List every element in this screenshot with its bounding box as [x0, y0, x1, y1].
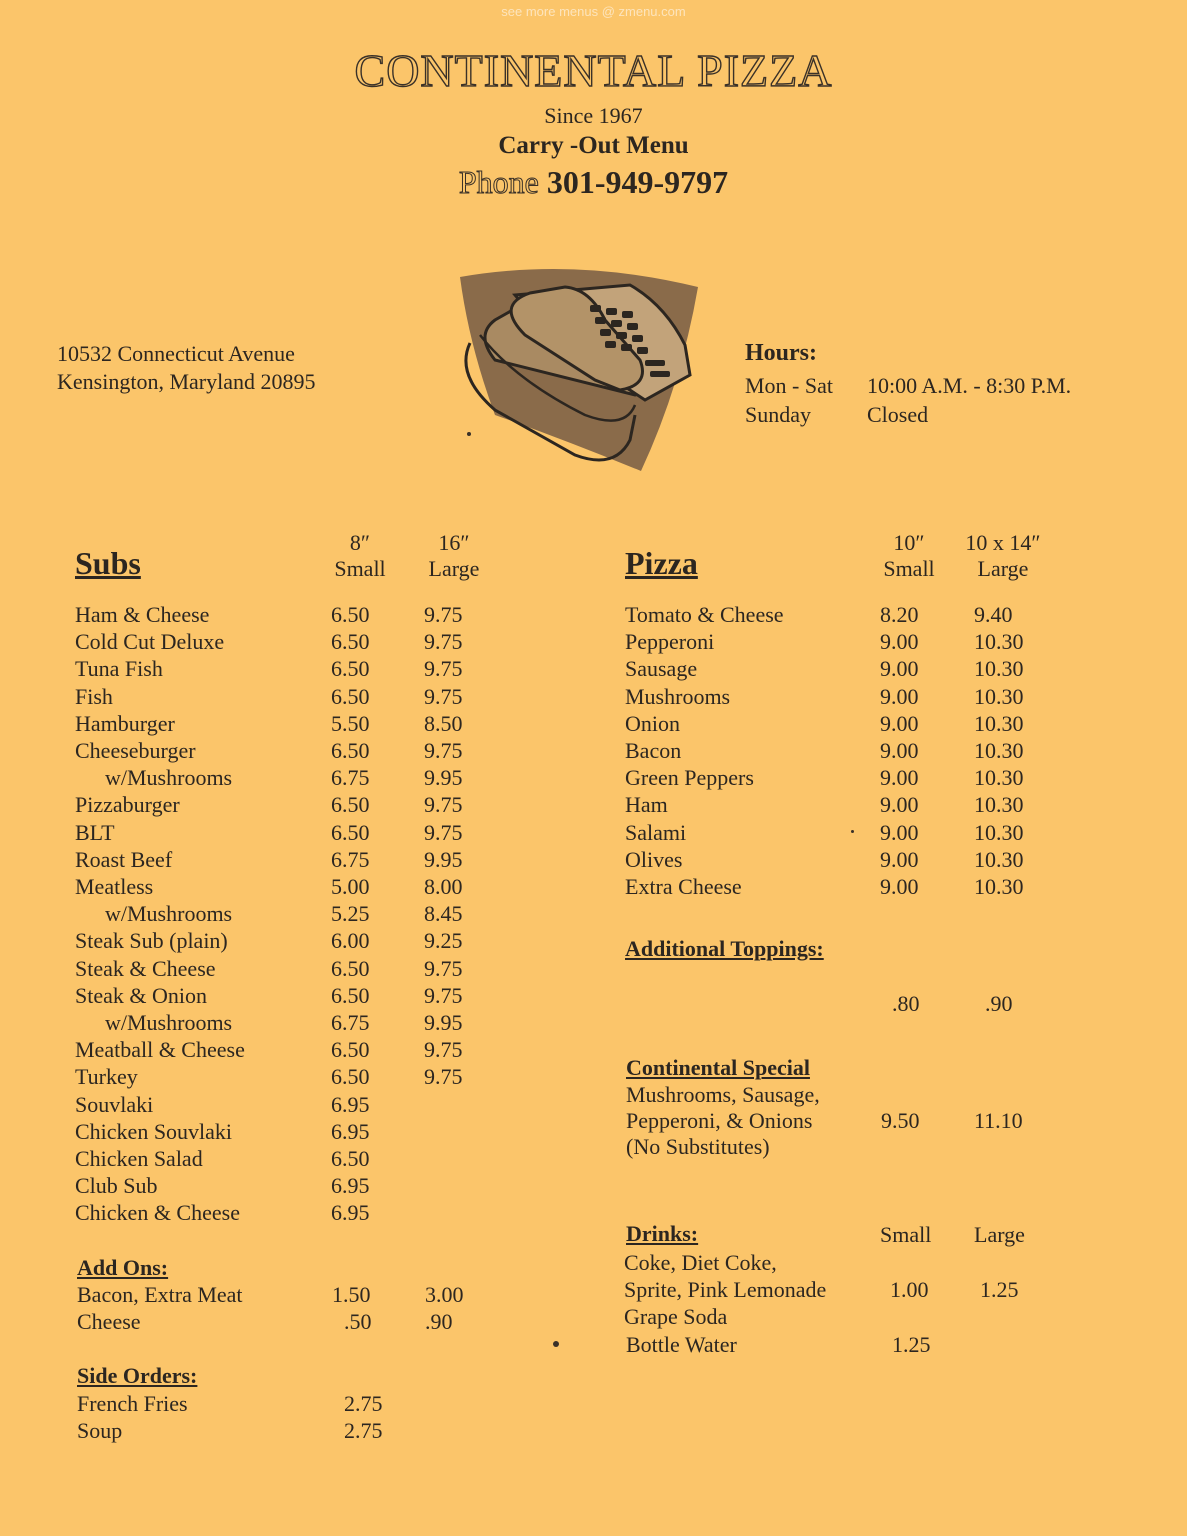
add-on-name: Cheese [77, 1309, 141, 1334]
sub-item-small-price: 6.95 [331, 1091, 370, 1117]
side-order-name: French Fries [77, 1391, 188, 1416]
pizza-item-large-price: 10.30 [974, 765, 1024, 791]
pizza-item-large-price: 10.30 [974, 819, 1024, 845]
pizza-item-small-price: 9.00 [880, 738, 919, 763]
sub-item-small-price: 6.50 [331, 982, 370, 1008]
sub-item-name: Pizzaburger [75, 792, 180, 818]
soda-large-price: 1.25 [980, 1277, 1019, 1302]
pizza-item-large-price: 10.30 [974, 874, 1024, 899]
address-line-2: Kensington, Maryland 20895 [57, 369, 316, 394]
carry-out-heading: Carry -Out Menu [498, 132, 689, 159]
subs-size-small: 8″ [349, 530, 371, 555]
sub-item-large-price: 8.45 [424, 901, 463, 927]
pizza-item-name: Pepperoni [625, 629, 715, 655]
sub-item-name: Souvlaki [75, 1091, 154, 1117]
pizza-item-name: Onion [625, 710, 680, 736]
sub-item-small-price: 6.00 [331, 928, 370, 954]
sub-item-name: Chicken Souvlaki [75, 1118, 233, 1144]
pizza-item-name: Bacon [625, 738, 682, 763]
sub-item-name: Roast Beef [75, 846, 173, 872]
sub-item-small-price: 6.50 [331, 792, 370, 818]
sub-item-large-price: 9.75 [424, 982, 463, 1008]
pizza-item-small-price: 9.00 [880, 629, 919, 655]
side-order-price: 2.75 [344, 1391, 383, 1416]
sub-item-name: Ham & Cheese [75, 602, 210, 627]
sub-item-name: Tuna Fish [75, 656, 163, 682]
pizza-size-large: 10 x 14″ [965, 530, 1041, 555]
pizza-item-small-price: 9.00 [880, 792, 919, 818]
side-order-price: 2.75 [344, 1418, 383, 1443]
phone-line [0, 164, 1187, 201]
pizza-label-small: Small [883, 556, 935, 581]
sub-item-name: Meatless [75, 874, 154, 899]
pizza-item-name: Olives [625, 846, 683, 872]
add-on-large-price: .90 [425, 1309, 453, 1334]
sub-item-name: Cold Cut Deluxe [75, 629, 225, 655]
pizza-item-small-price: 8.20 [880, 602, 919, 627]
sub-item-name: Fish [75, 683, 113, 709]
sub-item-name: Hamburger [75, 710, 175, 736]
add-on-name: Bacon, Extra Meat [77, 1282, 243, 1307]
sub-item-small-price: 6.95 [331, 1200, 370, 1226]
pizza-size-small: 10″ [893, 530, 925, 555]
pizza-item-small-price: 9.00 [880, 656, 919, 682]
sub-item-large-price: 9.75 [424, 1064, 463, 1090]
hours-title: Hours: [745, 340, 817, 366]
soda-small-price: 1.00 [890, 1277, 929, 1302]
sub-item-small-price: 6.75 [331, 846, 370, 872]
drinks-heading: Drinks: [626, 1221, 699, 1246]
scan-speck [851, 830, 854, 833]
pizza-item-large-price: 10.30 [974, 846, 1024, 872]
pizza-item-large-price: 10.30 [974, 683, 1024, 709]
hours-day: Sunday [745, 402, 811, 427]
sub-item-small-price: 6.50 [331, 656, 370, 682]
sub-item-small-price: 6.50 [331, 602, 370, 627]
subs-label-large: Large [428, 556, 480, 581]
sub-item-small-price: 6.50 [331, 629, 370, 655]
pizza-item-large-price: 10.30 [974, 792, 1024, 818]
topping-small-price: .80 [892, 991, 920, 1016]
sub-item-small-price: 6.50 [331, 1146, 370, 1171]
pizza-item-large-price: 9.40 [974, 602, 1013, 627]
special-line-1: Mushrooms, Sausage, [626, 1082, 820, 1107]
pizza-item-large-price: 10.30 [974, 710, 1024, 736]
pizza-heading: Pizza [625, 545, 698, 581]
sub-item-large-price: 9.75 [424, 819, 463, 845]
pizza-item-name: Green Peppers [625, 765, 754, 791]
pizza-item-name: Mushrooms [625, 683, 731, 709]
water-name: Bottle Water [626, 1332, 737, 1357]
sub-item-small-price: 6.50 [331, 1037, 370, 1063]
topping-large-price: .90 [985, 991, 1013, 1016]
sub-item-small-price: 5.50 [331, 710, 370, 736]
address-line-1: 10532 Connecticut Avenue [57, 341, 295, 366]
side-orders-heading: Side Orders: [77, 1363, 198, 1388]
subs-heading: Subs [75, 545, 141, 581]
drinks-line-2: Sprite, Pink Lemonade [624, 1277, 827, 1302]
sub-item-small-price: 6.95 [331, 1173, 370, 1199]
sub-item-large-price: 9.75 [424, 629, 463, 655]
watermark: see more menus @ zmenu.com [501, 4, 686, 19]
add-on-small-price: 1.50 [332, 1282, 371, 1307]
additional-toppings-heading: Additional Toppings: [625, 936, 824, 961]
sub-item-name: w/Mushrooms [105, 765, 233, 791]
drinks-line-1: Coke, Diet Coke, [624, 1250, 777, 1275]
sub-item-name: Meatball & Cheese [75, 1037, 245, 1063]
sub-item-large-price: 9.75 [424, 955, 463, 981]
sub-item-small-price: 6.50 [331, 819, 370, 845]
pizza-item-large-price: 10.30 [974, 629, 1024, 655]
sub-item-small-price: 6.50 [331, 738, 370, 763]
sub-item-name: Steak & Onion [75, 982, 207, 1008]
pizza-item-small-price: 9.00 [880, 710, 919, 736]
sub-item-small-price: 5.00 [331, 874, 370, 899]
sub-item-large-price: 9.75 [424, 683, 463, 709]
add-on-large-price: 3.00 [425, 1282, 464, 1307]
pizza-item-small-price: 9.00 [880, 819, 919, 845]
sub-item-large-price: 9.75 [424, 792, 463, 818]
pizza-item-name: Ham [625, 792, 668, 818]
special-line-3: (No Substitutes) [626, 1134, 770, 1159]
sub-item-large-price: 9.75 [424, 602, 463, 627]
pizza-item-name: Salami [625, 819, 687, 845]
sub-item-large-price: 9.25 [424, 928, 463, 954]
sub-item-name: Club Sub [75, 1173, 158, 1199]
drinks-label-large: Large [974, 1222, 1025, 1247]
restaurant-title: CONTINENTAL PIZZA [354, 45, 833, 96]
pizza-label-large: Large [977, 556, 1029, 581]
sub-item-name: BLT [75, 819, 115, 845]
subs-label-small: Small [334, 556, 386, 581]
sub-item-name: Turkey [75, 1064, 138, 1090]
continental-special-heading: Continental Special [626, 1055, 810, 1080]
sub-item-small-price: 6.50 [331, 683, 370, 709]
add-on-small-price: .50 [344, 1309, 372, 1334]
sub-item-small-price: 6.75 [331, 1010, 370, 1035]
sub-item-name: Steak Sub (plain) [75, 928, 228, 954]
pizza-item-name: Sausage [625, 656, 698, 682]
pizza-item-name: Extra Cheese [625, 874, 742, 899]
special-line-2: Pepperoni, & Onions [626, 1108, 813, 1133]
pizza-item-name: Tomato & Cheese [625, 602, 784, 627]
sub-item-name: Steak & Cheese [75, 955, 216, 981]
special-large-price: 11.10 [974, 1108, 1023, 1133]
scan-speck [467, 432, 471, 436]
sub-item-name: Cheeseburger [75, 738, 196, 763]
sub-item-large-price: 9.95 [424, 846, 463, 872]
phone-label: Phone [458, 164, 539, 200]
sub-item-name: Chicken & Cheese [75, 1200, 240, 1226]
sub-item-large-price: 8.50 [424, 710, 463, 736]
sub-item-large-price: 9.75 [424, 1037, 463, 1063]
side-order-name: Soup [77, 1418, 123, 1443]
hours-time: Closed [867, 402, 929, 427]
since-line: Since 1967 [544, 103, 643, 128]
sub-item-name: w/Mushrooms [105, 901, 233, 927]
water-price: 1.25 [892, 1332, 931, 1357]
drinks-label-small: Small [880, 1222, 932, 1247]
add-ons-heading: Add Ons: [77, 1255, 169, 1280]
telephone-icon [455, 265, 705, 479]
pizza-item-small-price: 9.00 [880, 846, 919, 872]
sub-item-large-price: 9.95 [424, 1010, 463, 1035]
sub-item-small-price: 5.25 [331, 901, 370, 927]
sub-item-large-price: 8.00 [424, 874, 463, 899]
pizza-item-large-price: 10.30 [974, 656, 1024, 682]
pizza-item-small-price: 9.00 [880, 874, 919, 899]
scan-speck [553, 1341, 559, 1347]
pizza-item-large-price: 10.30 [974, 738, 1024, 763]
drinks-line-3: Grape Soda [624, 1304, 728, 1329]
pizza-item-small-price: 9.00 [880, 765, 919, 791]
hours-day: Mon - Sat [745, 373, 833, 398]
hours-time: 10:00 A.M. - 8:30 P.M. [867, 373, 1072, 398]
sub-item-large-price: 9.75 [424, 738, 463, 763]
subs-size-large: 16″ [438, 530, 470, 555]
sub-item-small-price: 6.95 [331, 1118, 370, 1144]
sub-item-name: w/Mushrooms [105, 1010, 233, 1035]
sub-item-large-price: 9.95 [424, 765, 463, 791]
sub-item-name: Chicken Salad [75, 1146, 203, 1171]
pizza-item-small-price: 9.00 [880, 683, 919, 709]
sub-item-large-price: 9.75 [424, 656, 463, 682]
sub-item-small-price: 6.75 [331, 765, 370, 791]
sub-item-small-price: 6.50 [331, 1064, 370, 1090]
sub-item-small-price: 6.50 [331, 955, 370, 981]
phone-number[interactable]: 301-949-9797 [546, 164, 729, 200]
special-small-price: 9.50 [881, 1108, 920, 1133]
